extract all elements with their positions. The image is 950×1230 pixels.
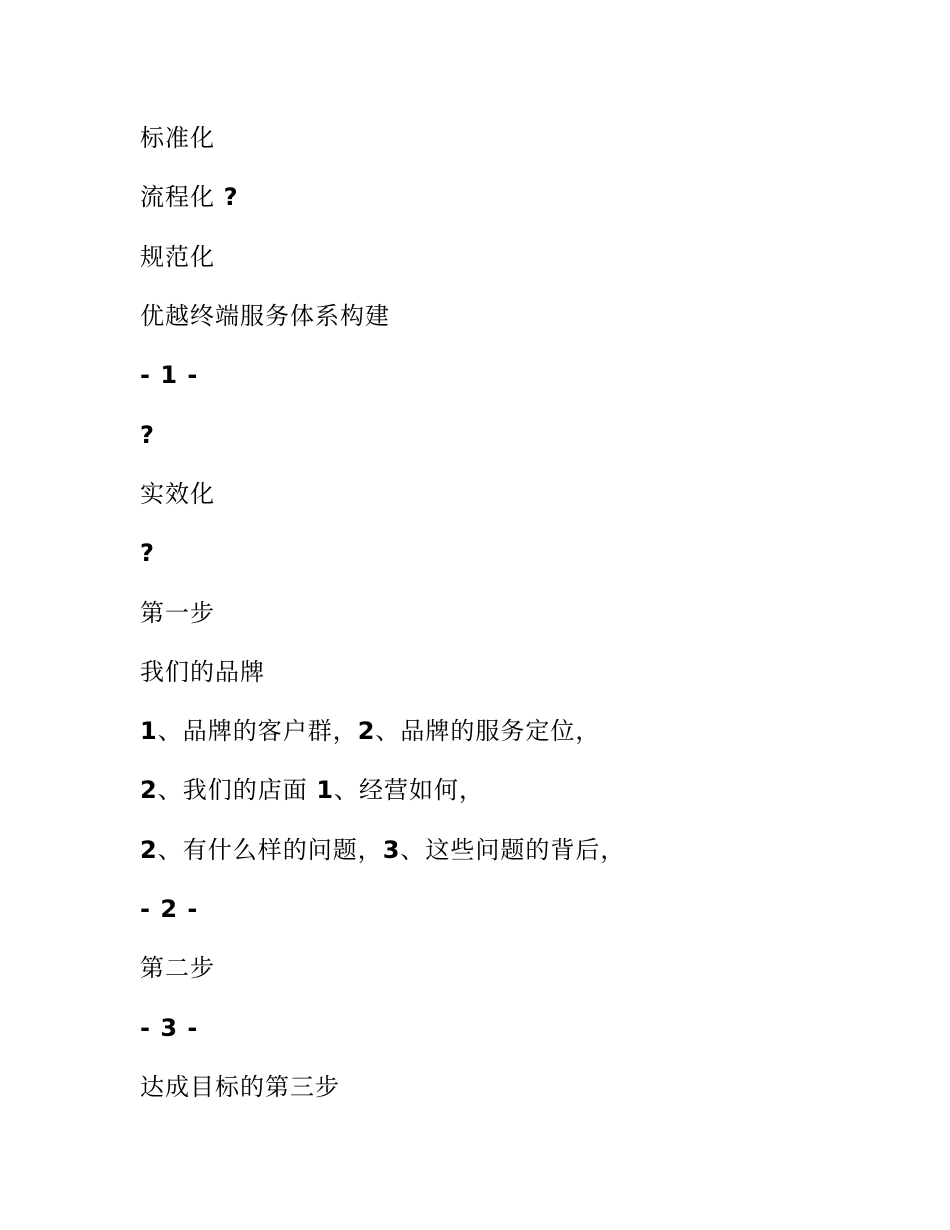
page-number: - 1 - [140, 361, 199, 389]
text-line [140, 419, 155, 451]
text-line [140, 597, 215, 629]
text-line [140, 952, 215, 984]
text-line [140, 122, 215, 154]
step-three-heading: 达成目标的第三步 [140, 1073, 340, 1101]
page-number: - 3 - [140, 1014, 199, 1042]
step-one-heading: 第一步 [140, 599, 215, 627]
page-number: - 2 - [140, 895, 199, 923]
text-line [140, 181, 239, 213]
heading-standardization: 标准化 [140, 124, 215, 152]
text-line [140, 715, 600, 747]
heading-effectiveness: 实效化 [140, 480, 215, 508]
text-line [140, 300, 390, 332]
heading-process: 流程化 [140, 183, 224, 211]
our-brand-heading: 我们的品牌 [140, 658, 265, 686]
list-number: 1 [140, 717, 158, 745]
list-number: 2 [140, 776, 158, 804]
list-number: 2 [357, 717, 376, 745]
list-text: 、品牌的服务定位， [375, 717, 601, 745]
list-text: 、经营如何， [334, 776, 485, 804]
list-text: 、有什么样的问题， [157, 836, 383, 864]
text-line [140, 834, 625, 866]
text-line [140, 774, 484, 806]
list-number: 2 [140, 836, 158, 864]
list-number: 3 [382, 836, 401, 864]
list-number: 1 [316, 776, 335, 804]
question-mark: ? [223, 183, 239, 211]
text-line [140, 478, 215, 510]
text-line [140, 537, 155, 569]
question-mark: ? [140, 421, 155, 449]
question-mark: ? [140, 539, 155, 567]
text-line [140, 1071, 340, 1103]
text-line [140, 656, 265, 688]
heading-normalization: 规范化 [140, 243, 215, 271]
step-two-heading: 第二步 [140, 954, 215, 982]
list-text: 、这些问题的背后， [400, 836, 626, 864]
document-title: 优越终端服务体系构建 [140, 302, 390, 330]
text-line [140, 241, 215, 273]
list-text: 、我们的店面 [157, 776, 317, 804]
list-text: 、品牌的客户群， [157, 717, 358, 745]
